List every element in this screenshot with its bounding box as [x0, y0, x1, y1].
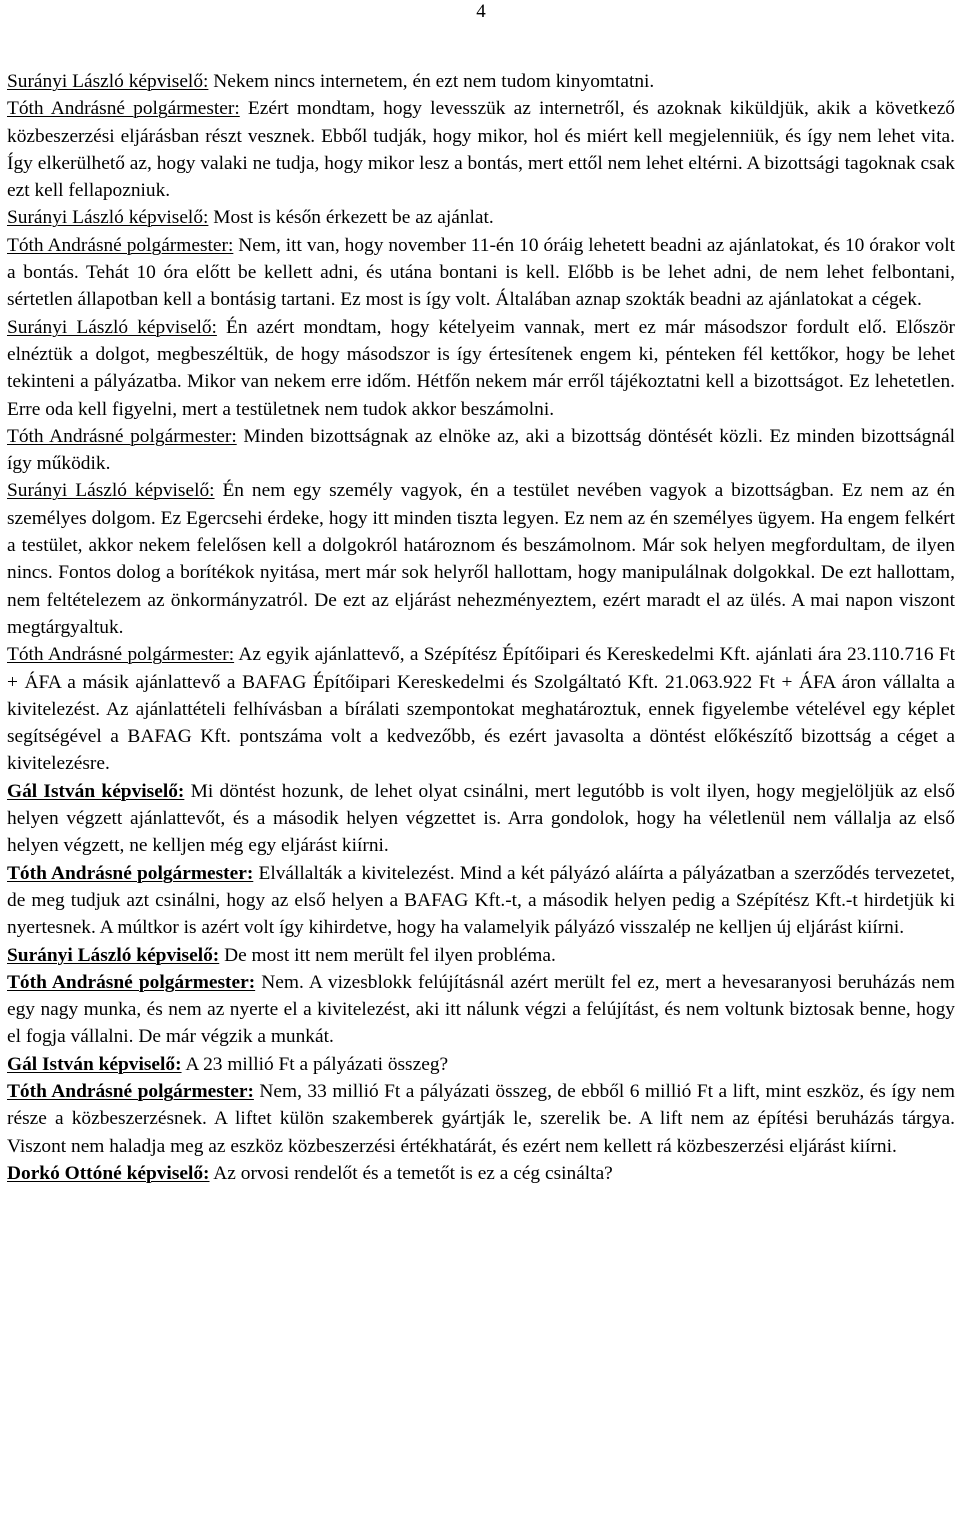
speech-text: De most itt nem merült fel ilyen probléma.	[219, 944, 556, 966]
speaker-name: Surányi László képviselő:	[7, 316, 217, 338]
minutes-paragraph	[7, 68, 955, 95]
minutes-paragraph	[7, 477, 955, 641]
minutes-paragraph	[7, 95, 955, 204]
speaker-name: Tóth Andrásné polgármester:	[7, 98, 240, 120]
speech-text: Ezért mondtam, hogy levesszük az internetről, és azoknak kiküldjük, akik a következő közbeszerzési eljárásban részt vesznek. Ebből tudják, hogy mikor, hol és miért kell megjelenniük, és így nem lehet vita. Így elkerülhető az, hogy valaki ne tudja, hogy mikor lesz a bontás, mert ettől nem lehet eltérni. A bizottsági tagoknak csak ezt kell fellapozniuk.	[7, 98, 955, 202]
speech-text: Nem, itt van, hogy november 11-én 10 óráig lehetett beadni az ajánlatokat, és 10 órakor volt a bontás. Tehát 10 óra előtt be kellett adni, és utána bontani is kell. Előbb is be lehet adni, de nem lehet felbontani, sértetlen állapotban kell a bontásig tartani. Ez most is így volt. Általában aznap szokták beadni az ajánlatokat a cégek.	[7, 234, 955, 311]
speech-text: Nekem nincs internetem, én ezt nem tudom kinyomtatni.	[208, 71, 655, 92]
minutes-paragraph	[7, 1160, 955, 1187]
speech-text: Elvállalták a kivitelezést. Mind a két pályázó aláírta a pályázatban a szerződés tervezetet, de meg tudjuk azt csinálni, hogy az első helyen a BAFAG Kft.-t, a második helyen pedig a Szépítész Kft.-t hirdetjük ki nyertesnek. A múltkor is azért volt így kihirdetve, hogy ha valamelyik pályázó visszalép ne kelljen új eljárást kiírni.	[7, 862, 955, 939]
speaker-name: Gál István képviselő:	[7, 1053, 182, 1075]
speaker-name: Tóth Andrásné polgármester:	[7, 425, 237, 447]
minutes-paragraph	[7, 1078, 955, 1160]
page-number-text: 4	[476, 1, 486, 22]
speaker-name: Tóth Andrásné polgármester:	[7, 971, 256, 993]
speech-text: Most is későn érkezett be az ajánlat.	[208, 207, 494, 229]
minutes-paragraph	[7, 969, 955, 1051]
speaker-name: Surányi László képviselő:	[7, 944, 220, 966]
page-number	[0, 0, 960, 24]
minutes-paragraph	[7, 1051, 955, 1078]
speaker-name: Dorkó Ottóné képviselő:	[7, 1162, 210, 1184]
speech-text: A 23 millió Ft a pályázati összeg?	[181, 1053, 449, 1075]
minutes-paragraph	[7, 423, 955, 478]
speaker-name: Surányi László képviselő:	[7, 480, 215, 502]
speech-text: Minden bizottságnak az elnöke az, aki a bizottság döntését közli. Ez minden bizottságnál így működik.	[7, 425, 956, 475]
speaker-name: Gál István képviselő:	[7, 780, 185, 802]
minutes-paragraph	[7, 641, 955, 777]
speaker-name: Tóth Andrásné polgármester:	[7, 1080, 254, 1102]
speaker-name: Surányi László képviselő:	[7, 207, 209, 229]
speech-text: Nem. A vizesblokk felújításnál azért merült fel ez, mert a hevesaranyosi beruházás nem egy nagy munka, és nem az nyerte el a kivitelezést, aki itt nálunk végzi a felújítást, és nem voltunk biztosak benne, hogy el fogja vállalni. De már végzik a munkát.	[7, 971, 955, 1048]
speech-text: Az egyik ajánlattevő, a Szépítész Építőipari és Kereskedelmi Kft. ajánlati ára 23.110.716 Ft + ÁFA a másik ajánlattevő a BAFAG Építőipari Kereskedelmi és Szolgáltató Kft. 21.063.922 Ft + ÁFA áron vállalta a kivitelezést. Az ajánlattételi felhívásban a bírálati szempontokat meghatároztuk, ennek figyelembe vételével egy képlet segítségével a BAFAG Kft. pontszáma volt a kedvezőbb, és ezért javasolta a döntést előkészítő bizottság a céget a kivitelezésre.	[7, 644, 955, 775]
minutes-body	[7, 68, 955, 1187]
speech-text: Mi döntést hozunk, de lehet olyat csinálni, mert legutóbb is volt ilyen, hogy megjelöljük az első helyen végzett ajánlattevőt, és a második helyen végzettet is. Arra gondolok, hogy ha véletlenül nem vállalja az első helyen végzett, ne kelljen még egy eljárást kiírni.	[7, 780, 955, 857]
speaker-name: Tóth Andrásné polgármester:	[7, 862, 254, 884]
minutes-paragraph	[7, 314, 955, 423]
speaker-name: Surányi László képviselő:	[7, 71, 209, 92]
speech-text: Az orvosi rendelőt és a temetőt is ez a cég csinálta?	[209, 1162, 613, 1184]
minutes-paragraph	[7, 204, 955, 231]
speech-text: Én azért mondtam, hogy kételyeim vannak, mert ez már másodszor fordult elő. Először elnéztük a dolgot, megbeszéltük, de hogy másodszor is így értesítenek engem ki, pénteken fél kettőkor, hogy be lehet tekinteni a pályázatba. Mikor van nekem erre időm. Hétfőn nekem már erről tájékoztatni kell a bizottságot. Ez lehetetlen. Erre oda kell figyelni, mert a testületnek nem tudok akkor beszámolni.	[7, 316, 956, 420]
minutes-paragraph	[7, 942, 955, 969]
speaker-name: Tóth Andrásné polgármester:	[7, 234, 234, 256]
speech-text: Nem, 33 millió Ft a pályázati összeg, de ebből 6 millió Ft a lift, mint eszköz, és így nem része a közbeszerzésnek. A liftet külön szakemberek gyártják le, szerelik be. A lift nem az építési beruházás tárgya. Viszont nem haladja meg az eszköz közbeszerzési értékhatárát, és ezért nem kellett rá közbeszerzési eljárást kiírni.	[7, 1080, 955, 1157]
minutes-paragraph	[7, 232, 955, 314]
speaker-name: Tóth Andrásné polgármester:	[7, 644, 235, 666]
minutes-paragraph	[7, 778, 955, 860]
minutes-paragraph	[7, 860, 955, 942]
speech-text: Én nem egy személy vagyok, én a testület nevében vagyok a bizottságban. Ez nem az én személyes dolgom. Ez Egercsehi érdeke, hogy itt minden tiszta legyen. Ez nem az én személyes ügyem. Ha engem felkért a testület, akkor nekem felelősen kell a dolgokról határoznom és beszámolnom. Már sok helyen megfordultam, de ilyen nincs. Fontos dolog a borítékok nyitása, mert már sok helyről hallottam, hogy manipulálnak dolgokkal. De ezt hallottam, nem feltételezem az önkormányzatról. De ezt az eljárást nehezményeztem, ezért maradt el az ülés. A mai napon viszont megtárgyaltuk.	[7, 480, 955, 638]
